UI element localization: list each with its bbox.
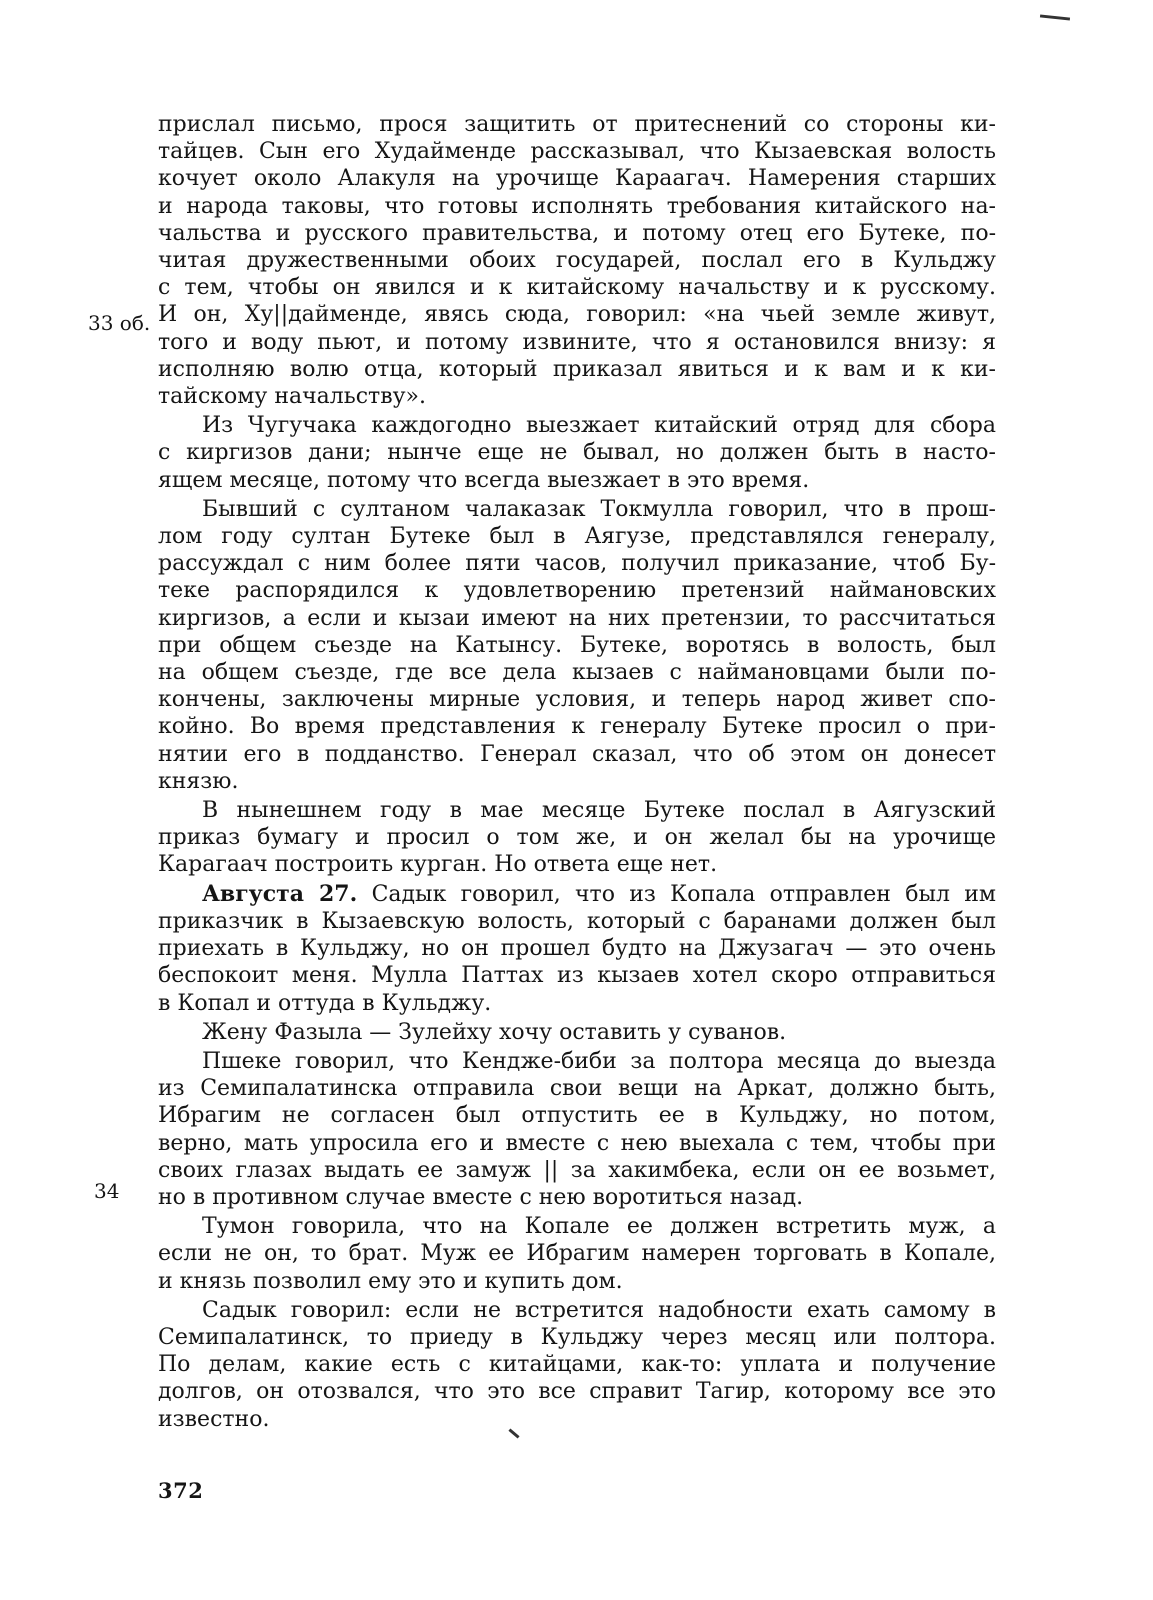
text-line: верно, мать упросила его и вместе с нею выехала с тем, чтобы при [158,1130,996,1156]
text-line: лом году султан Бутеке был в Аягузе, представлялся генералу, [158,524,996,550]
text-line: И он, Ху||дайменде, явясь сюда, говорил: «на чьей земле живут, [158,302,996,328]
text-line [158,881,996,908]
text-line: приказчик в Кызаевскую волость, который с баранами должен был [158,908,996,934]
text-line: чальства и русского правительства, и потому отец его Бутеке, по- [158,220,996,246]
paragraph-2 [158,412,996,494]
text-line: если не он, то брат. Муж ее Ибрагим намерен торговать в Копале, [158,1241,996,1267]
paragraph-6 [158,1019,996,1046]
paragraph-8 [158,1213,996,1295]
text-line: из Семипалатинска отправила свои вещи на Аркат, должно быть, [158,1076,996,1102]
text-column [158,111,996,1433]
text-line: Ибрагим не согласен был отпустить ее в Кульджу, но потом, [158,1103,996,1129]
text-line: Жену Фазыла — Зулейху хочу оставить у суванов. [202,1019,787,1045]
text-line: и народа таковы, что готовы исполнять требования китайского на- [158,193,996,219]
text-line: приехать в Кульджу, но он прошел будто на Джузагач — это очень [158,936,996,962]
text-line: читая дружественными обоих государей, послал его в Кульджу [158,248,996,274]
date-heading: Августа 27. [202,880,358,907]
text-line: исполняю волю отца, который приказал явиться и к вам и к ки- [158,356,996,382]
text-line: того и воду пьют, и потому извините, что я остановился внизу: я [158,329,996,355]
text-line: с киргизов дани; нынче еще не бывал, но должен быть в насто- [158,440,996,466]
text-line: в Копал и оттуда в Кульджу. [158,990,492,1016]
text-line: но в противном случае вместе с нею воротиться назад. [158,1184,804,1210]
text-line: Садык говорил: если не встретится надобности ехать самому в [202,1297,996,1323]
text-line: теке распорядился к удовлетворению претензий наймановских [158,578,996,604]
text-line: Из Чугучака каждогодно выезжает китайский отряд для сбора [202,413,996,439]
text-line: долгов, он отозвался, что это все справит Тагир, которому все это [158,1379,996,1405]
text-line: рассуждал с ним более пяти часов, получил приказание, чтоб Бу- [158,551,996,577]
text-line: приказ бумагу и просил о том же, и он желал бы на урочище [158,825,996,851]
margin-folio-note-33ob: 33 об. [88,311,151,335]
text-line: тайцев. Сын его Худайменде рассказывал, что Кызаевская волость [158,139,996,165]
paragraph-5-dated-entry [158,881,996,1017]
text-line: при общем съезде на Катынсу. Бутеке, воротясь в волость, был [158,632,996,658]
text-line: своих глазах выдать ее замуж || за хакимбека, если он ее возьмет, [158,1157,996,1183]
text-line: Тумон говорила, что на Копале ее должен встретить муж, а [202,1214,996,1240]
text-line: прислал письмо, прося защитить от притеснений со стороны ки- [158,112,996,137]
margin-folio-note-34: 34 [94,1179,120,1203]
text-line: Бывший с султаном чалаказак Токмулла говорил, что в прош- [202,496,996,522]
text-line: Семипалатинск, то приеду в Кульджу через месяц или полтора. [158,1324,996,1350]
text-line-rest: Садык говорил, что из Копала отправлен был им [357,881,996,907]
text-line: кончены, заключены мирные условия, и теперь народ живет спо- [158,687,996,713]
text-line: известно. [158,1406,270,1432]
text-line: койно. Во время представления к генералу Бутеке просил о при- [158,714,996,740]
page-number: 372 [158,1478,204,1503]
text-line: беспокоит меня. Мулла Паттах из кызаев хотел скоро отправиться [158,963,996,989]
paragraph-9 [158,1297,996,1433]
paragraph-1 [158,111,996,410]
text-line: В нынешнем году в мае месяце Бутеке послал в Аягузский [202,798,996,824]
scan-artifact-mark [1040,14,1070,20]
text-line: Карагаач построить курган. Но ответа еще нет. [158,852,718,878]
text-line: ящем месяце, потому что всегда выезжает в это время. [158,467,810,493]
text-line: на общем съезде, где все дела кызаев с наймановцами были по- [158,660,996,686]
text-line: с тем, чтобы он явился и к китайскому начальству и к русскому. [158,275,996,301]
text-line: По делам, какие есть с китайцами, как-то: уплата и получение [158,1352,996,1378]
text-line: и князь позволил ему это и купить дом. [158,1268,623,1294]
text-line: нятии его в подданство. Генерал сказал, что об этом он донесет [158,741,996,767]
paragraph-3 [158,496,996,795]
text-line: князю. [158,768,239,794]
paragraph-7 [158,1048,996,1211]
text-line: кочует около Алакуля на урочище Караагач. Намерения старших [158,166,996,192]
text-line: тайскому начальству». [158,384,426,410]
text-line: киргизов, а если и кызаи имеют на них претензии, то рассчитаться [158,605,996,631]
text-line: Пшеке говорил, что Кендже-биби за полтора месяца до выезда [202,1048,996,1074]
paragraph-4 [158,797,996,879]
